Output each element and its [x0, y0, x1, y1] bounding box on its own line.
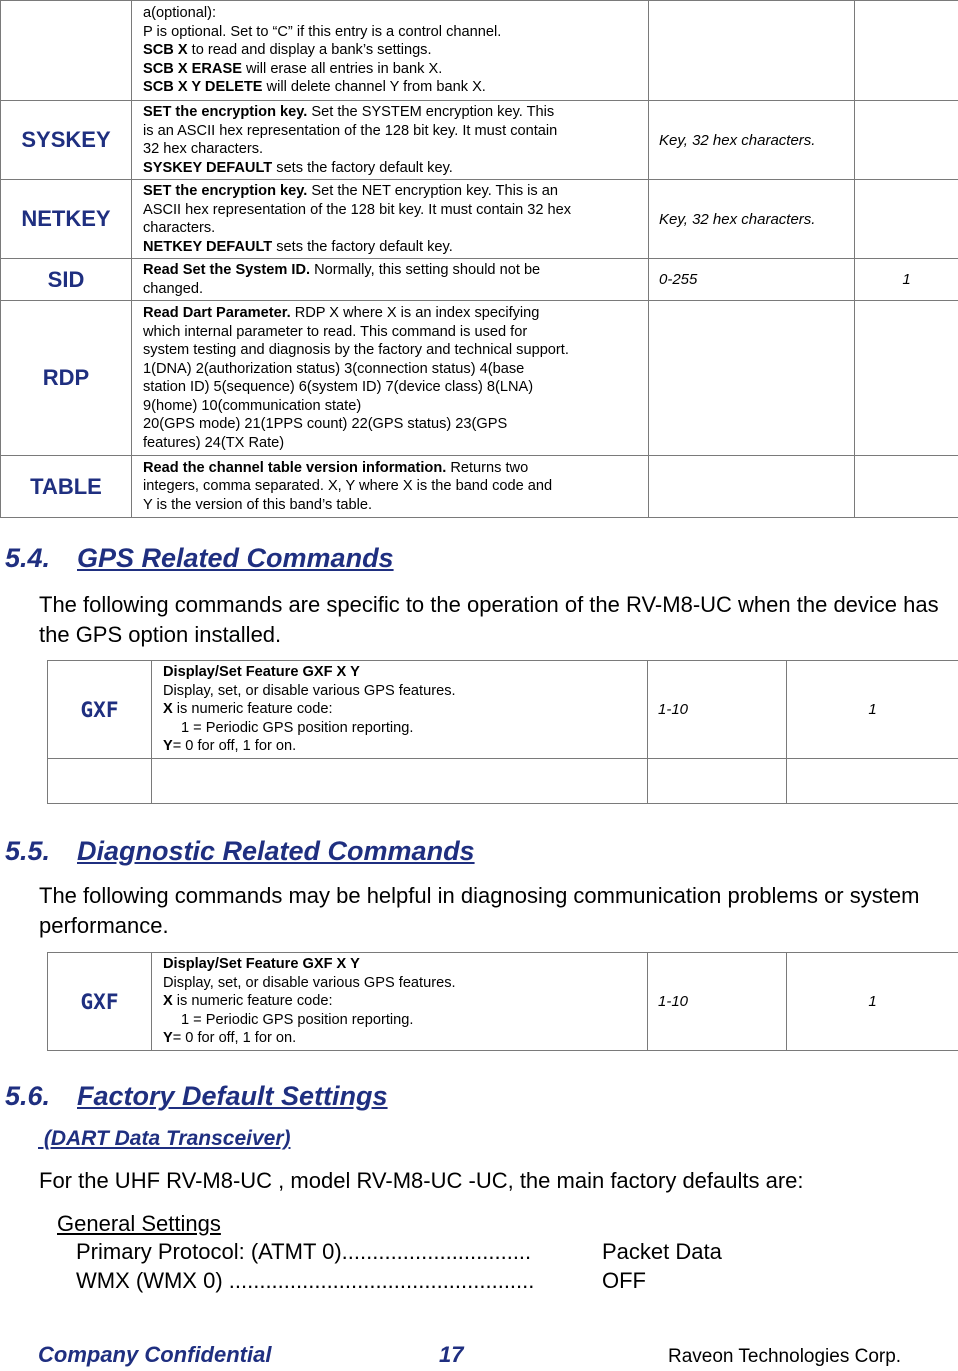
description-text: = 0 for off, 1 for on. [172, 1030, 297, 1047]
table-row [1, 101, 958, 180]
description-line [143, 304, 642, 323]
description-text: RDP X where X is an index specifying [290, 305, 540, 321]
description-bold: SCB X ERASE [143, 60, 242, 77]
description-bold: Read the channel table version information. [143, 459, 447, 476]
description-line [143, 477, 642, 496]
table-row [1, 1, 958, 101]
description-text: P is optional. Set to “C” if this entry is a control channel. [143, 23, 502, 40]
description-line [143, 238, 642, 257]
footer-company: Raveon Technologies Corp. [668, 1346, 902, 1367]
description-cell [152, 953, 648, 1051]
description-line [143, 159, 642, 178]
command-cell: RDP [1, 301, 132, 456]
description-text: Returns two [446, 459, 529, 476]
footer-page-number: 17 [439, 1342, 464, 1367]
description-line [143, 122, 642, 141]
description-bold: X [163, 993, 173, 1010]
description-line [163, 974, 641, 993]
default-cell: 1 [787, 953, 958, 1051]
description-cell [152, 661, 648, 759]
command-cell: NETKEY [1, 180, 132, 259]
description-bold: SCB X [143, 42, 188, 59]
empty-cell [152, 759, 648, 804]
description-bold: SET the encryption key. [143, 183, 308, 199]
description-line [163, 1029, 641, 1048]
description-bold: Display/Set Feature GXF X Y [163, 956, 360, 973]
description-text: to read and display a bank’s settings. [187, 42, 432, 59]
description-cell [132, 456, 649, 518]
description-line [163, 955, 641, 974]
command-cell [1, 1, 132, 101]
table-row [48, 953, 958, 1051]
description-text: Set the SYSTEM encryption key. This [307, 104, 555, 120]
range-cell: 1-10 [648, 953, 787, 1051]
table-row [48, 661, 958, 759]
default-cell: 1 [787, 661, 958, 759]
default-cell [855, 1, 958, 101]
footer-confidential: Company Confidential [38, 1342, 272, 1367]
description-line [143, 496, 642, 515]
description-line [163, 1011, 641, 1030]
section-number: 5.6. [5, 1081, 51, 1111]
default-cell [855, 180, 958, 259]
description-text: Normally, this setting should not be [310, 262, 541, 278]
range-cell [649, 301, 855, 456]
description-cell [132, 301, 649, 456]
description-line [143, 201, 642, 220]
description-cell [132, 101, 649, 180]
range-cell: Key, 32 hex characters. [649, 180, 855, 259]
description-text: 20(GPS mode) 21(1PPS count) 22(GPS status) 23(GPS [143, 416, 508, 432]
description-text: 1(DNA) 2(authorization status) 3(connection status) 4(base [143, 360, 525, 377]
section-number: 5.4. [5, 543, 51, 573]
description-line [143, 415, 642, 434]
setting-leader: ............................... [341, 1239, 532, 1264]
description-text: sets the factory default key. [272, 159, 453, 176]
default-cell [855, 301, 958, 456]
command-cell: TABLE [1, 456, 132, 518]
section-heading-diagnostic [5, 836, 475, 867]
description-text: Display, set, or disable various GPS features. [163, 974, 456, 991]
description-line [143, 41, 642, 60]
description-text: integers, comma separated. X, Y where X is the band code and [143, 478, 553, 495]
description-line [143, 360, 642, 379]
description-bold: Y [163, 1030, 173, 1047]
description-line [163, 682, 641, 701]
section-title: GPS Related Commands [77, 543, 394, 573]
diagnostic-intro-paragraph: The following commands may be helpful in diagnosing communication problems or system performance. [39, 883, 920, 938]
description-text: which internal parameter to read. This command is used for [143, 323, 528, 340]
gps-intro-paragraph: The following commands are specific to the operation of the RV-M8-UC when the device has the GPS option installed. [39, 592, 939, 647]
range-cell: 0-255 [649, 259, 855, 301]
range-cell: 1-10 [648, 661, 787, 759]
setting-leader: .................................................. [228, 1268, 535, 1293]
description-bold: SYSKEY DEFAULT [143, 159, 273, 176]
range-cell [649, 456, 855, 518]
description-text: is numeric feature code: [172, 701, 333, 718]
description-cell [132, 259, 649, 301]
table-row [1, 456, 958, 518]
diagnostic-command-table [47, 952, 958, 1051]
description-line [143, 103, 642, 122]
description-text: Y is the version of this band’s table. [143, 496, 373, 513]
section-title: Factory Default Settings [77, 1081, 388, 1111]
description-cell [132, 180, 649, 259]
description-line [143, 219, 642, 238]
default-cell [855, 101, 958, 180]
table-row [1, 180, 958, 259]
command-cell: SYSKEY [1, 101, 132, 180]
description-line [143, 23, 642, 42]
description-text: system testing and diagnosis by the factory and technical support. [143, 342, 569, 358]
description-line [143, 261, 642, 280]
description-text: is numeric feature code: [172, 993, 333, 1010]
description-bold: SET the encryption key. [143, 104, 308, 120]
description-text: characters. [143, 220, 216, 236]
description-line [143, 4, 642, 23]
description-text: features) 24(TX Rate) [143, 434, 285, 451]
gps-command-table [47, 660, 958, 804]
range-cell: Key, 32 hex characters. [649, 101, 855, 180]
description-text: station ID) 5(sequence) 6(system ID) 7(device class) 8(LNA) [143, 379, 534, 395]
command-cell: GXF [48, 661, 152, 759]
description-bold: Y [163, 738, 173, 755]
description-text: a(optional): [143, 5, 217, 22]
description-text: will erase all entries in bank X. [241, 60, 443, 77]
table-row [1, 301, 958, 456]
description-bold: X [163, 701, 173, 718]
description-text: ASCII hex representation of the 128 bit key. It must contain 32 hex [143, 201, 572, 218]
description-line [163, 719, 641, 738]
description-line [163, 700, 641, 719]
description-text: 32 hex characters. [143, 141, 264, 157]
default-cell: 1 [855, 259, 958, 301]
description-text: = 0 for off, 1 for on. [172, 738, 297, 755]
empty-cell [48, 759, 152, 804]
description-bold: Read Dart Parameter. [143, 305, 291, 321]
empty-cell [648, 759, 787, 804]
factory-subtitle: (DART Data Transceiver) [38, 1127, 291, 1150]
description-text: sets the factory default key. [272, 238, 453, 255]
factory-intro-paragraph: For the UHF RV-M8-UC , model RV-M8-UC -UC, the main factory defaults are: [39, 1168, 804, 1193]
description-text: 9(home) 10(communication state) [143, 397, 362, 414]
description-text: will delete channel Y from bank X. [262, 79, 486, 96]
description-line [163, 992, 641, 1011]
setting-primary-protocol [76, 1239, 722, 1265]
description-text: changed. [143, 280, 204, 297]
description-line [143, 341, 642, 360]
description-bold: Display/Set Feature GXF X Y [163, 664, 360, 681]
description-cell [132, 1, 649, 101]
command-cell: GXF [48, 953, 152, 1051]
description-line [143, 459, 642, 478]
description-text: Set the NET encryption key. This is an [307, 183, 559, 199]
setting-label: Primary Protocol: (ATMT 0) [76, 1239, 342, 1264]
command-table-top [0, 0, 958, 518]
description-bold: SCB X Y DELETE [143, 79, 263, 96]
table-row [1, 259, 958, 301]
setting-wmx [76, 1268, 646, 1294]
description-text: 1 = Periodic GPS position reporting. [181, 1011, 414, 1028]
description-line [143, 140, 642, 159]
description-bold: Read Set the System ID. [143, 262, 311, 278]
default-cell [855, 456, 958, 518]
description-bold: NETKEY DEFAULT [143, 238, 273, 255]
description-line [143, 378, 642, 397]
description-text: is an ASCII hex representation of the 128 bit key. It must contain [143, 122, 558, 139]
command-cell: SID [1, 259, 132, 301]
general-settings-label: General Settings [57, 1211, 221, 1236]
description-line [143, 182, 642, 201]
description-line [143, 280, 642, 299]
setting-label: WMX (WMX 0) [76, 1268, 229, 1293]
section-heading-factory [5, 1081, 388, 1112]
description-line [163, 737, 641, 756]
setting-value: Packet Data [602, 1239, 722, 1264]
section-heading-gps [5, 543, 394, 574]
description-line [143, 60, 642, 79]
section-title: Diagnostic Related Commands [77, 836, 475, 866]
description-line [143, 434, 642, 453]
description-line [143, 323, 642, 342]
section-number: 5.5. [5, 836, 51, 866]
description-line [163, 663, 641, 682]
range-cell [649, 1, 855, 101]
empty-cell [787, 759, 958, 804]
setting-value: OFF [602, 1268, 646, 1293]
description-line [143, 397, 642, 416]
table-row-empty [48, 759, 958, 804]
description-text: Display, set, or disable various GPS features. [163, 682, 456, 699]
description-text: 1 = Periodic GPS position reporting. [181, 719, 414, 736]
description-line [143, 78, 642, 97]
